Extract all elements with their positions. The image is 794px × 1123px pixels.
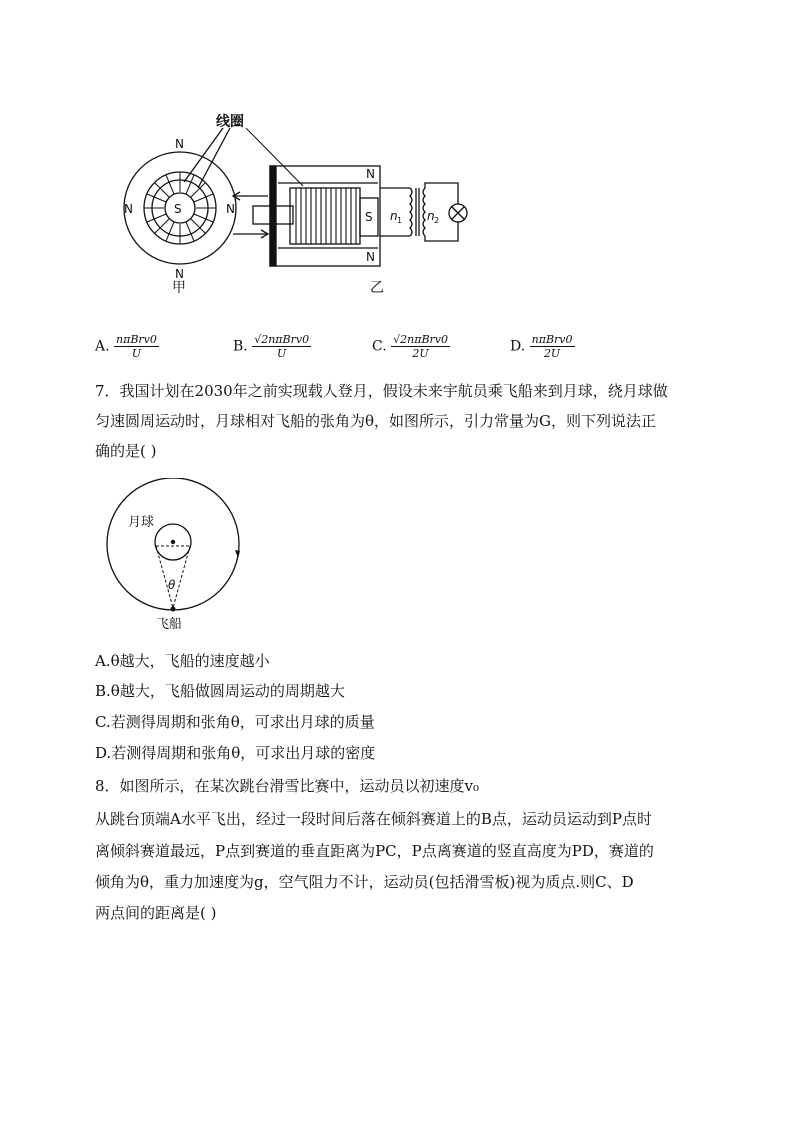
- fraction-denominator: U: [131, 347, 142, 360]
- q6-option-a[interactable]: [95, 333, 159, 360]
- fraction-numerator: nπBrv0: [116, 333, 157, 346]
- pole-n-bottom-yi: N: [366, 250, 375, 264]
- fraction-denominator: 2U: [543, 347, 561, 360]
- option-fraction: [530, 333, 575, 360]
- coil-label: 线圈: [216, 114, 244, 130]
- theta-label: θ: [168, 578, 176, 592]
- q7-option-c[interactable]: C.若测得周期和张角θ，可求出月球的质量: [95, 713, 375, 731]
- tangent-line-left: [156, 546, 173, 608]
- moon-center: [171, 540, 175, 544]
- pole-n-left-jia: N: [124, 202, 133, 216]
- pole-n-right-jia: N: [226, 202, 235, 216]
- q7-option-b[interactable]: B.θ越大，飞船做圆周运动的周期越大: [95, 682, 345, 700]
- label-jia: 甲: [172, 280, 186, 296]
- pole-n-top-yi: N: [366, 167, 375, 181]
- q7-option-d[interactable]: D.若测得周期和张角θ，可求出月球的密度: [95, 744, 376, 762]
- n2-sub: 2: [434, 216, 440, 225]
- pole-n-top-jia: N: [175, 137, 184, 151]
- generator-figure: [118, 108, 478, 298]
- n1-label: n: [390, 209, 398, 223]
- fraction-denominator: U: [277, 347, 287, 360]
- moon-label: 月球: [128, 515, 155, 530]
- q6-option-d[interactable]: [510, 333, 575, 360]
- q6-option-c[interactable]: [372, 333, 450, 360]
- pole-n-bottom-jia: N: [175, 267, 184, 281]
- option-fraction: [391, 333, 450, 360]
- q7-stem-line-1: 7．我国计划在2030年之前实现载人登月，假设未来宇航员乘飞船来到月球，绕月球做: [95, 382, 668, 400]
- q7-stem-line-2: 匀速圆周运动时，月球相对飞船的张角为θ，如图所示，引力常量为G，则下列说法正: [95, 412, 657, 430]
- q8-stem-line-1: 8．如图所示，在某次跳台滑雪比赛中，运动员以初速度v₀: [95, 777, 480, 795]
- q6-option-b[interactable]: [233, 333, 311, 360]
- fraction-numerator: √2nπBrv0: [393, 333, 449, 346]
- fraction-denominator: 2U: [412, 347, 429, 360]
- q7-stem-line-3: 确的是( ): [95, 442, 157, 460]
- option-letter: A.: [95, 338, 110, 355]
- fraction-numerator: √2nπBrv0: [254, 333, 310, 346]
- tangent-line-right: [173, 546, 190, 608]
- option-letter: C.: [372, 338, 387, 355]
- option-fraction: [252, 333, 311, 360]
- option-letter: D.: [510, 338, 526, 355]
- option-fraction: [114, 333, 159, 360]
- pole-s-yi: S: [365, 210, 373, 224]
- q8-stem-line-4: 倾角为θ，重力加速度为g，空气阻力不计，运动员(包括滑雪板)视为质点.则C、D: [95, 873, 634, 891]
- n1-sub: 1: [397, 216, 403, 225]
- moon-orbit-figure: [100, 478, 250, 638]
- pole-s-jia: S: [174, 202, 182, 216]
- ship-dot: [171, 607, 176, 612]
- q8-stem-line-3: 离倾斜赛道最远，P点到赛道的垂直距离为PC，P点离赛道的竖直高度为PD，赛道的: [95, 842, 654, 860]
- q8-stem-line-5: 两点间的距离是( ): [95, 904, 217, 922]
- fraction-numerator: nπBrv0: [531, 333, 573, 346]
- option-letter: B.: [233, 338, 248, 355]
- q8-stem-line-2: 从跳台顶端A水平飞出，经过一段时间后落在倾斜赛道上的B点，运动员运动到P点时: [95, 810, 652, 828]
- q7-option-a[interactable]: A.θ越大，飞船的速度越小: [95, 652, 270, 670]
- n2-label: n: [427, 209, 435, 223]
- label-yi: 乙: [370, 280, 384, 296]
- ship-label: 飞船: [156, 617, 183, 632]
